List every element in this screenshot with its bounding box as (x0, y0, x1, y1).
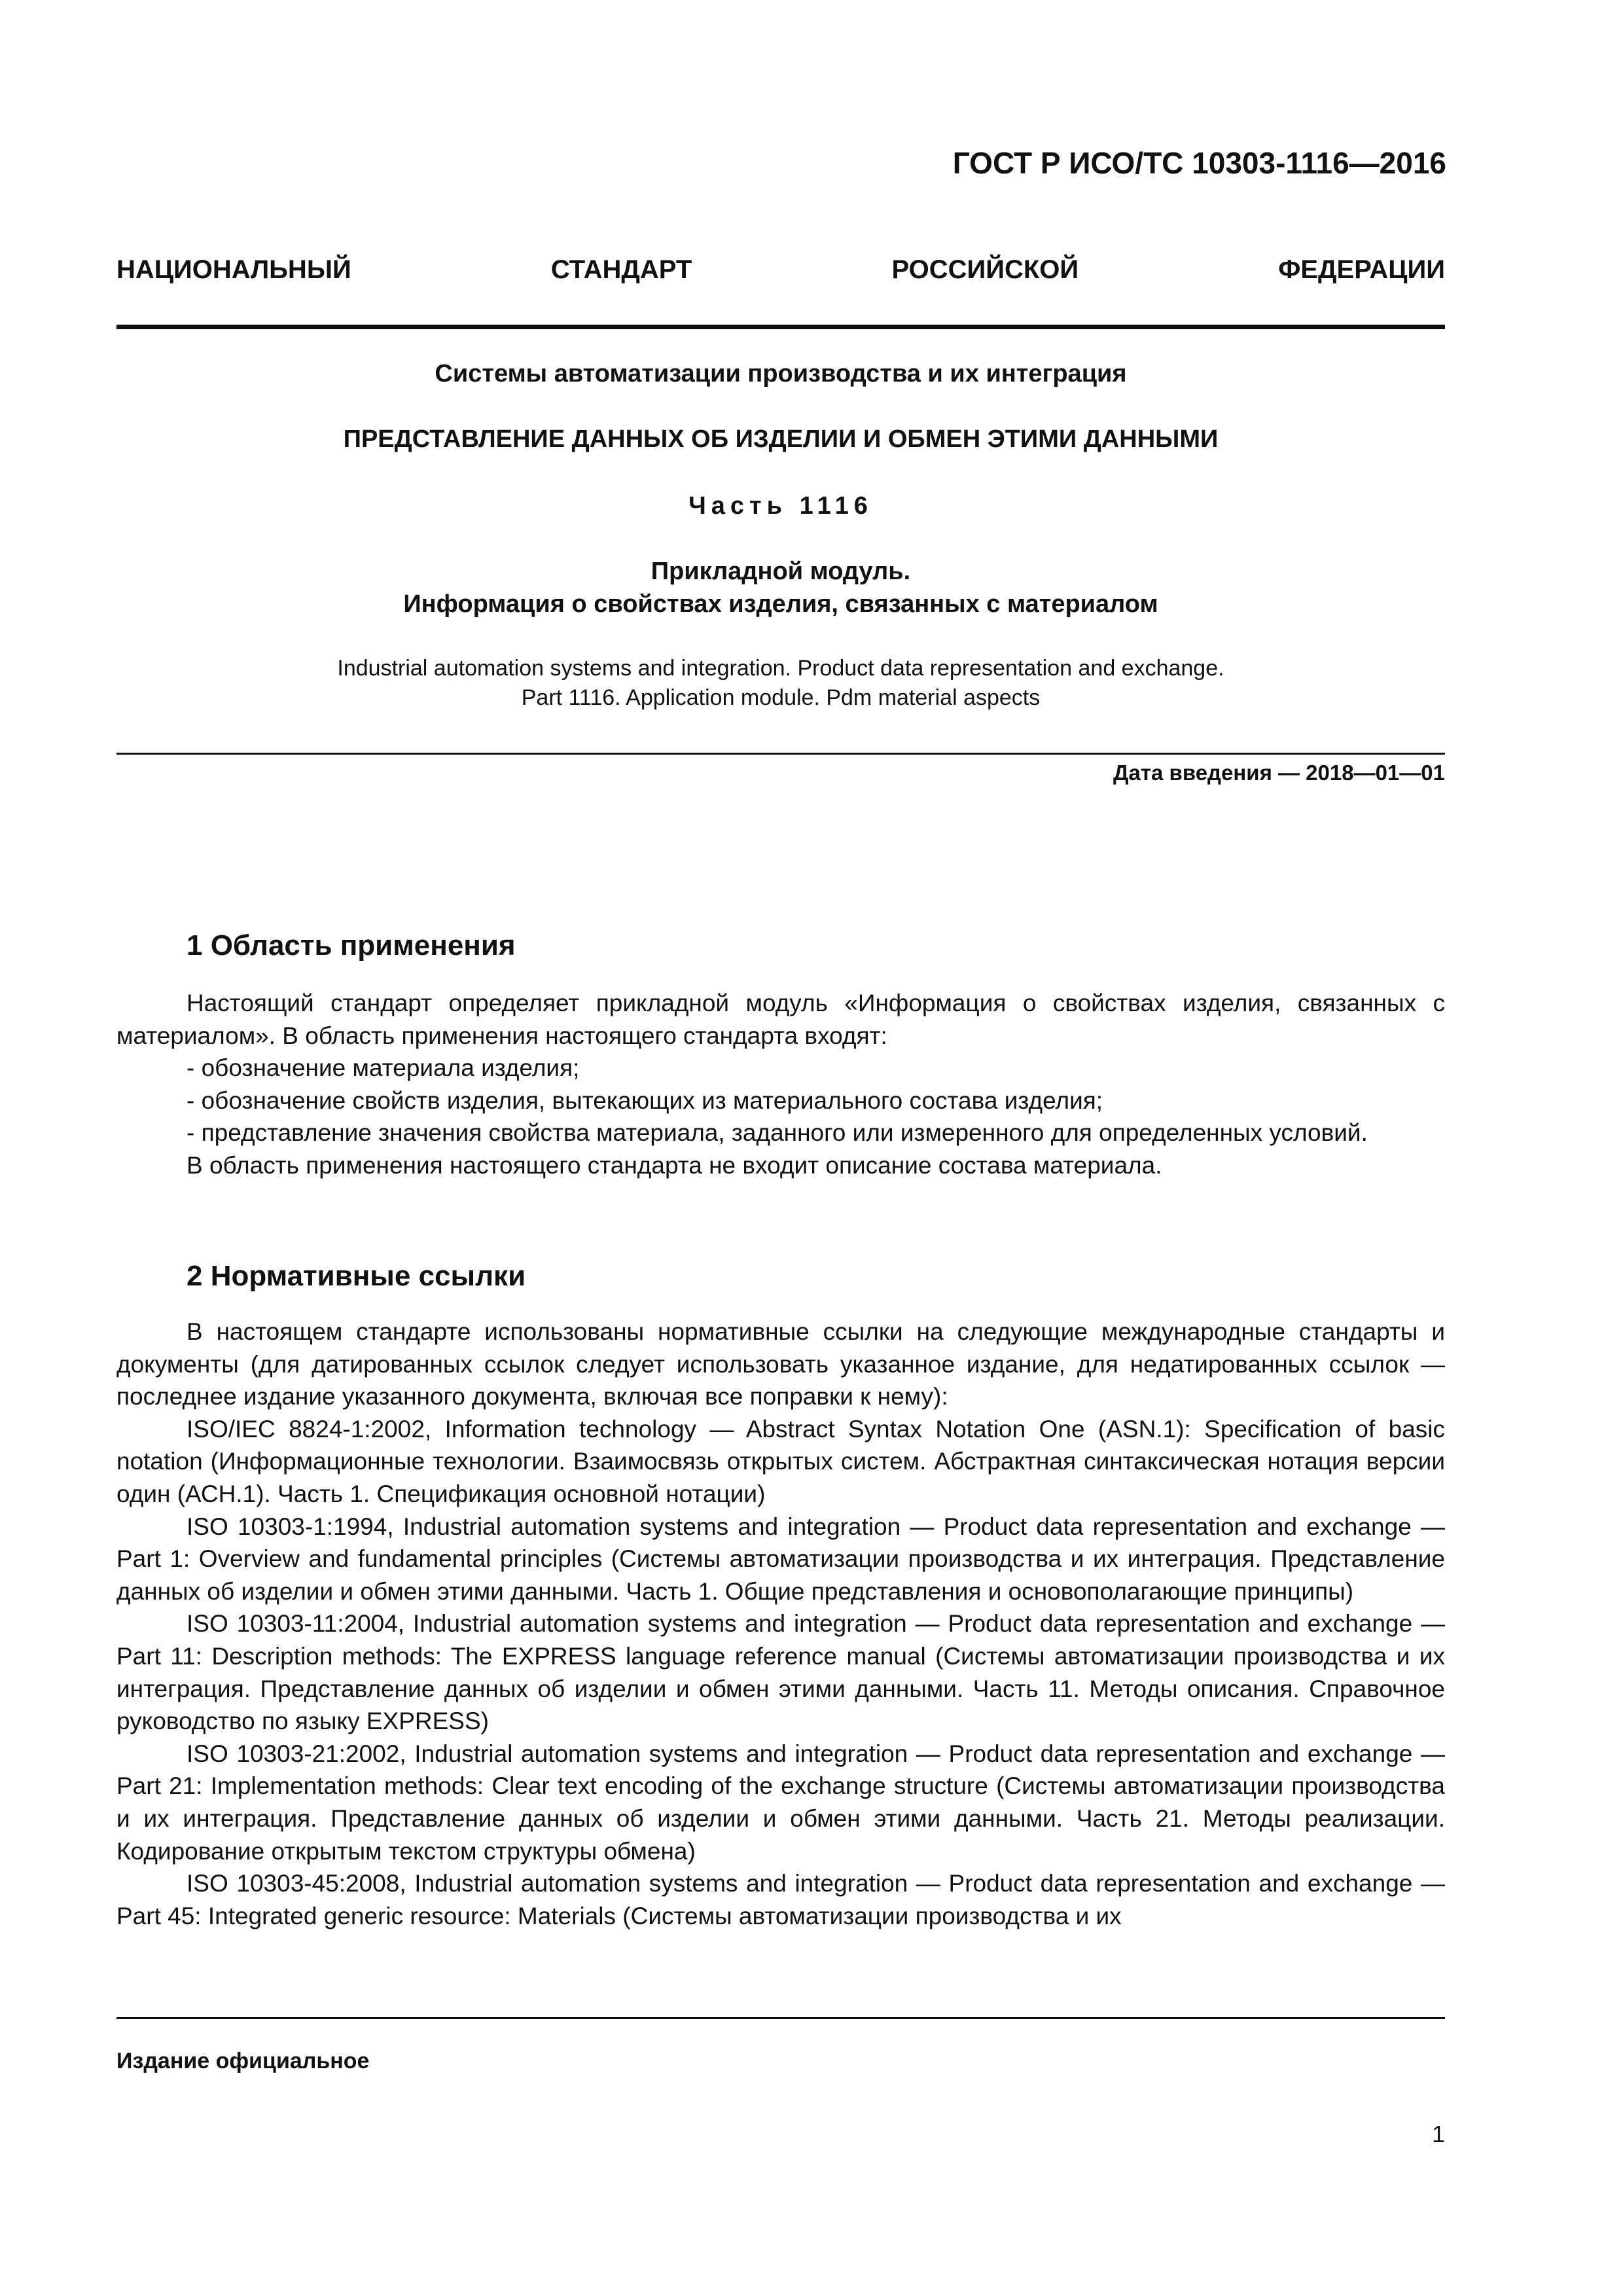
banner-word: НАЦИОНАЛЬНЫЙ (116, 255, 351, 284)
national-standard-banner (116, 255, 1445, 285)
standard-subject: Системы автоматизации производства и их интеграция (435, 360, 1127, 387)
reference-entry: ISO 10303-11:2004, Industrial automation systems and integration — Product data representation and exchange — Part 11: Description methods: The EXPRESS language reference manual (Системы автоматизации производства и их интеграция. Представление данных об изделии и обмен этими данными. Часть 11. Методы описания. Справочное руководство по языку EXPRESS) (116, 1610, 1445, 1735)
introduction-date: Дата введения — 2018—01—01 (1113, 761, 1445, 785)
reference-entry: ISO 10303-21:2002, Industrial automation systems and integration — Product data representation and exchange — Part 21: Implementation methods: Clear text encoding of the exchange structure (Системы автоматизации производства и их интеграция. Представление данных об изделии и обмен этими данными. Часть 21. Методы реализации. Кодирование открытым текстом структуры обмена) (116, 1740, 1445, 1865)
english-title-line-2: Part 1116. Application module. Pdm material aspects (521, 685, 1041, 710)
official-edition-label: Издание официальное (116, 2049, 370, 2073)
reference-entry: ISO 10303-45:2008, Industrial automation systems and integration — Product data representation and exchange — Part 45: Integrated generic resource: Materials (Системы автоматизации производства и их (116, 1870, 1445, 1929)
english-title-line-1: Industrial automation systems and integration. Product data representation and exchange. (337, 656, 1224, 681)
banner-word: РОССИЙСКОЙ (891, 255, 1079, 284)
paragraph: Настоящий стандарт определяет прикладной модуль «Информация о свойствах изделия, связанных с материалом». В область применения настоящего стандарта входят: (116, 990, 1445, 1049)
banner-word: СТАНДАРТ (550, 255, 692, 284)
reference-entry: ISO 10303-1:1994, Industrial automation systems and integration — Product data representation and exchange — Part 1: Overview and fundamental principles (Системы автоматизации производства и их интеграция. Представление данных об изделии и обмен этими данными. Часть 1. Общие представления и основополагающие принципы) (116, 1513, 1445, 1605)
section-2 (116, 1260, 1445, 1293)
list-item: - обозначение материала изделия; (187, 1054, 580, 1082)
section-1-body (116, 987, 1445, 1182)
footer-divider (116, 2017, 1445, 2019)
standard-designation: ГОСТ Р ИСО/ТС 10303-1116—2016 (952, 146, 1446, 180)
paragraph: В настоящем стандарте использованы нормативные ссылки на следующие международные стандарты и документы (для датированных ссылок следует использовать указанное издание, для недатированных ссылок — последнее издание указанного документа, включая все поправки к нему): (116, 1318, 1445, 1410)
banner-word: ФЕДЕРАЦИИ (1278, 255, 1445, 284)
list-item: - обозначение свойств изделия, вытекающих из материального состава изделия; (187, 1086, 1103, 1114)
standard-title: ПРЕДСТАВЛЕНИЕ ДАННЫХ ОБ ИЗДЕЛИИ И ОБМЕН ЭТИМИ ДАННЫМИ (343, 425, 1219, 453)
header-divider (116, 325, 1445, 329)
section-2-body (116, 1316, 1445, 1932)
section-heading: 1 Область применения (187, 929, 516, 961)
module-title-line-1: Прикладной модуль. (651, 558, 911, 585)
standard-part: Часть 1116 (688, 492, 873, 520)
section-heading: 2 Нормативные ссылки (187, 1260, 526, 1292)
module-title-line-2: Информация о свойствах изделия, связанных с материалом (403, 590, 1158, 618)
section-1 (116, 929, 1445, 962)
list-item: - представление значения свойства материала, заданного или измеренного для определенных условий. (187, 1119, 1368, 1147)
reference-entry: ISO/IEC 8824-1:2002, Information technology — Abstract Syntax Notation One (ASN.1): Specification of basic notation (Информационные технологии. Взаимосвязь открытых систем. Абстрактная синтаксическая нотация версии один (АСН.1). Часть 1. Спецификация основной нотации) (116, 1415, 1445, 1507)
paragraph: В область применения настоящего стандарта не входит описание состава материала. (187, 1151, 1162, 1179)
title-divider (116, 753, 1445, 755)
page-number: 1 (1431, 2121, 1445, 2147)
